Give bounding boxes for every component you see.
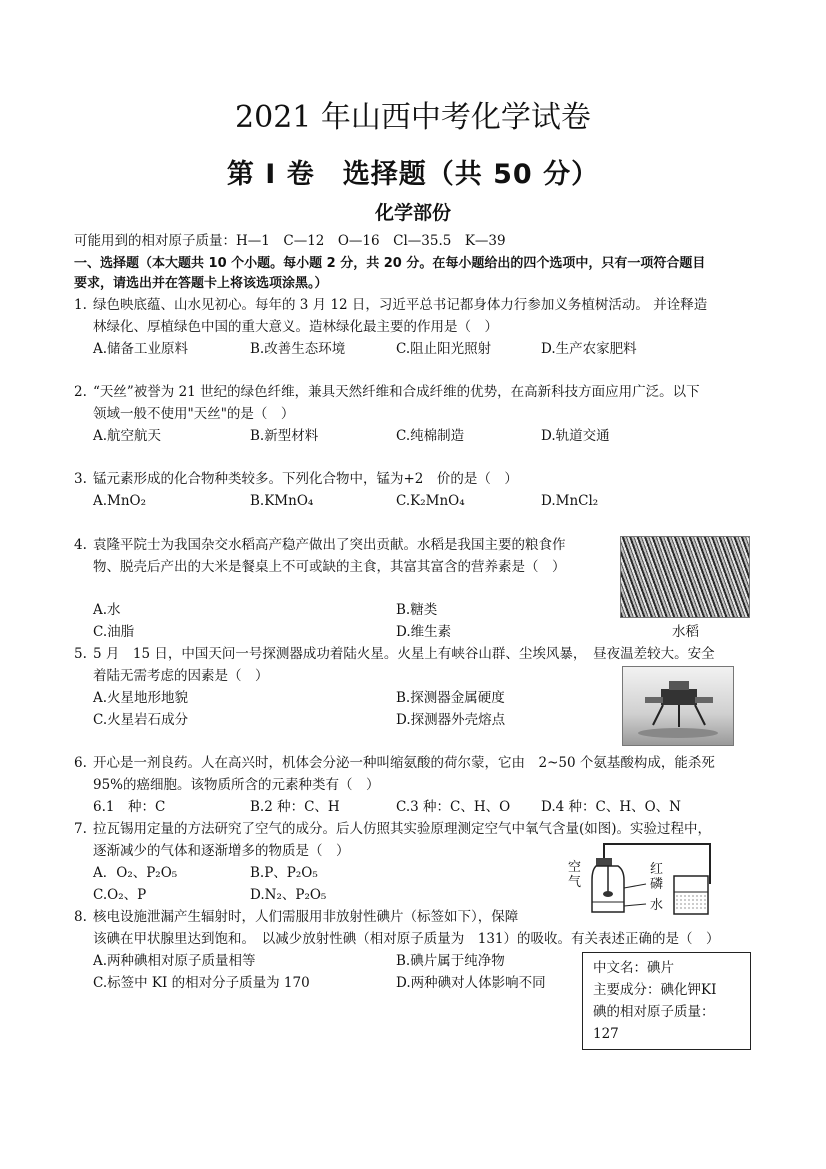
option-d: D.N₂、P₂O₅ bbox=[250, 887, 327, 903]
option-d: D.轨道交通 bbox=[541, 428, 610, 444]
option-a: A.航空航天 bbox=[93, 428, 162, 444]
question-number: 2. bbox=[74, 384, 87, 400]
option-d: D.探测器外壳熔点 bbox=[396, 712, 506, 728]
option-b: B.糖类 bbox=[396, 602, 438, 618]
option-b: B.碘片属于纯净物 bbox=[396, 953, 505, 969]
question-text: 开心是一剂良药。人在高兴时，机体会分泌一种叫缩氨酸的荷尔蒙，它由 2~50 个氨基酸构成，能杀死 bbox=[93, 755, 715, 771]
instructions-line-2: 要求，请选出并在答题卡上将该选项涂黑。） bbox=[74, 276, 328, 291]
option-c: C.火星岩石成分 bbox=[93, 712, 189, 728]
option-a: A．O₂、P₂O₅ bbox=[93, 865, 178, 881]
option-a: A.两种碘相对原子质量相等 bbox=[93, 953, 256, 969]
question-text: 袁隆平院士为我国杂交水稻高产稳产做出了突出贡献。水稻是我国主要的粮食作 bbox=[93, 537, 566, 553]
option-c: C.K₂MnO₄ bbox=[396, 493, 465, 509]
question-text: 绿色映底蕴、山水见初心。每年的 3 月 12 日，习近平总书记都身体力行参加义务植树活动。 并诠释造 bbox=[93, 297, 708, 313]
option-c: C.3 种：C、H、O bbox=[396, 799, 511, 815]
question-text: 核电设施泄漏产生辐射时，人们需服用非放射性碘片（标签如下），保障 bbox=[93, 909, 519, 925]
option-c: C.O₂、P bbox=[93, 887, 147, 903]
option-a: A.储备工业原料 bbox=[93, 341, 189, 357]
part-heading: 化学部份 bbox=[374, 202, 451, 224]
question-number: 3. bbox=[74, 471, 87, 487]
question-number: 7. bbox=[74, 821, 87, 837]
option-b: B.KMnO₄ bbox=[250, 493, 314, 509]
option-a: A.MnO₂ bbox=[93, 493, 147, 509]
question-number: 4. bbox=[74, 537, 87, 553]
option-a: 6.1 种：C bbox=[93, 799, 166, 815]
question-number: 5. bbox=[74, 646, 87, 662]
label-ingredient: 主要成分：碘化钾KI bbox=[593, 982, 717, 998]
apparatus-diagram bbox=[562, 840, 712, 918]
option-c: C.阻止阳光照射 bbox=[396, 341, 492, 357]
label-name: 中文名：碘片 bbox=[593, 960, 674, 976]
option-d: D.维生素 bbox=[396, 624, 452, 640]
option-d: D.两种碘对人体影响不同 bbox=[396, 975, 546, 991]
question-text: 领域一般不使用"天丝"的是（ ） bbox=[93, 406, 295, 422]
question-number: 1. bbox=[74, 297, 87, 313]
option-c: C.纯棉制造 bbox=[396, 428, 465, 444]
question-text: 林绿化、厚植绿色中国的重大意义。造林绿化最主要的作用是（ ） bbox=[93, 319, 498, 335]
option-b: B.探测器金属硬度 bbox=[396, 690, 505, 706]
option-a: A.火星地形地貌 bbox=[93, 690, 189, 706]
question-text: 5 月 15 日，中国天问一号探测器成功着陆火星。火星上有峡谷山群、尘埃风暴， 昼夜温差较大。安全 bbox=[93, 646, 715, 662]
question-text: “天丝”被誉为 21 世纪的绿色纤维，兼具天然纤维和合成纤维的优势，在高新科技方面应用广泛。以下 bbox=[93, 384, 700, 400]
phosphorus-label: 红磷 bbox=[650, 862, 664, 892]
option-c: C.标签中 KI 的相对分子质量为 170 bbox=[93, 975, 310, 991]
question-number: 6. bbox=[74, 755, 87, 771]
option-b: B.改善生态环境 bbox=[250, 341, 346, 357]
volume-heading: 第 I 卷 选择题（共 50 分） bbox=[226, 159, 600, 190]
question-text: 逐渐减少的气体和逐渐增多的物质是（ ） bbox=[93, 843, 350, 859]
option-b: B.2 种：C、H bbox=[250, 799, 340, 815]
option-b: B.新型材料 bbox=[250, 428, 319, 444]
option-d: D.MnCl₂ bbox=[541, 493, 599, 509]
water-label: 水 bbox=[650, 898, 664, 913]
instructions-line-1: 一、选择题（本大题共 10 个小题。每小题 2 分，共 20 分。在每小题给出的四个选项中，只有一项符合题目 bbox=[74, 256, 706, 271]
question-text: 拉瓦锡用定量的方法研究了空气的成分。后人仿照其实验原理测定空气中氧气含量(如图)。实验过程中， bbox=[93, 821, 712, 837]
air-label: 空气 bbox=[568, 860, 582, 890]
question-text: 着陆无需考虑的因素是（ ） bbox=[93, 668, 269, 684]
exam-title: 2021 年山西中考化学试卷 bbox=[235, 100, 591, 135]
question-number: 8. bbox=[74, 909, 87, 925]
option-d: D.4 种：C、H、O、N bbox=[541, 799, 681, 815]
option-a: A.水 bbox=[93, 602, 121, 618]
label-atomic-mass: 碘的相对原子质量：127 bbox=[593, 1004, 715, 1042]
atomic-masses: 可能用到的相对原子质量：H—1 C—12 O—16 Cl—35.5 K—39 bbox=[74, 233, 506, 249]
question-text: 95%的癌细胞。该物质所含的元素种类有（ ） bbox=[93, 777, 380, 793]
iodine-label-box bbox=[582, 952, 751, 1050]
option-d: D.生产农家肥料 bbox=[541, 341, 637, 357]
option-c: C.油脂 bbox=[93, 624, 135, 640]
question-text: 物、脱壳后产出的大米是餐桌上不可或缺的主食，其富其富含的营养素是（ ） bbox=[93, 559, 566, 575]
mars-rover-photo bbox=[622, 666, 734, 746]
question-text: 锰元素形成的化合物种类较多。下列化合物中，锰为+2 价的是（ ） bbox=[93, 471, 518, 487]
question-text: 该碘在甲状腺里达到饱和。 以减少放射性碘（相对原子质量为 131）的吸收。有关表述正确的是（ ） bbox=[93, 931, 720, 947]
rice-caption: 水稻 bbox=[672, 624, 699, 640]
option-b: B.P、P₂O₅ bbox=[250, 865, 318, 881]
rice-photo bbox=[620, 536, 750, 618]
